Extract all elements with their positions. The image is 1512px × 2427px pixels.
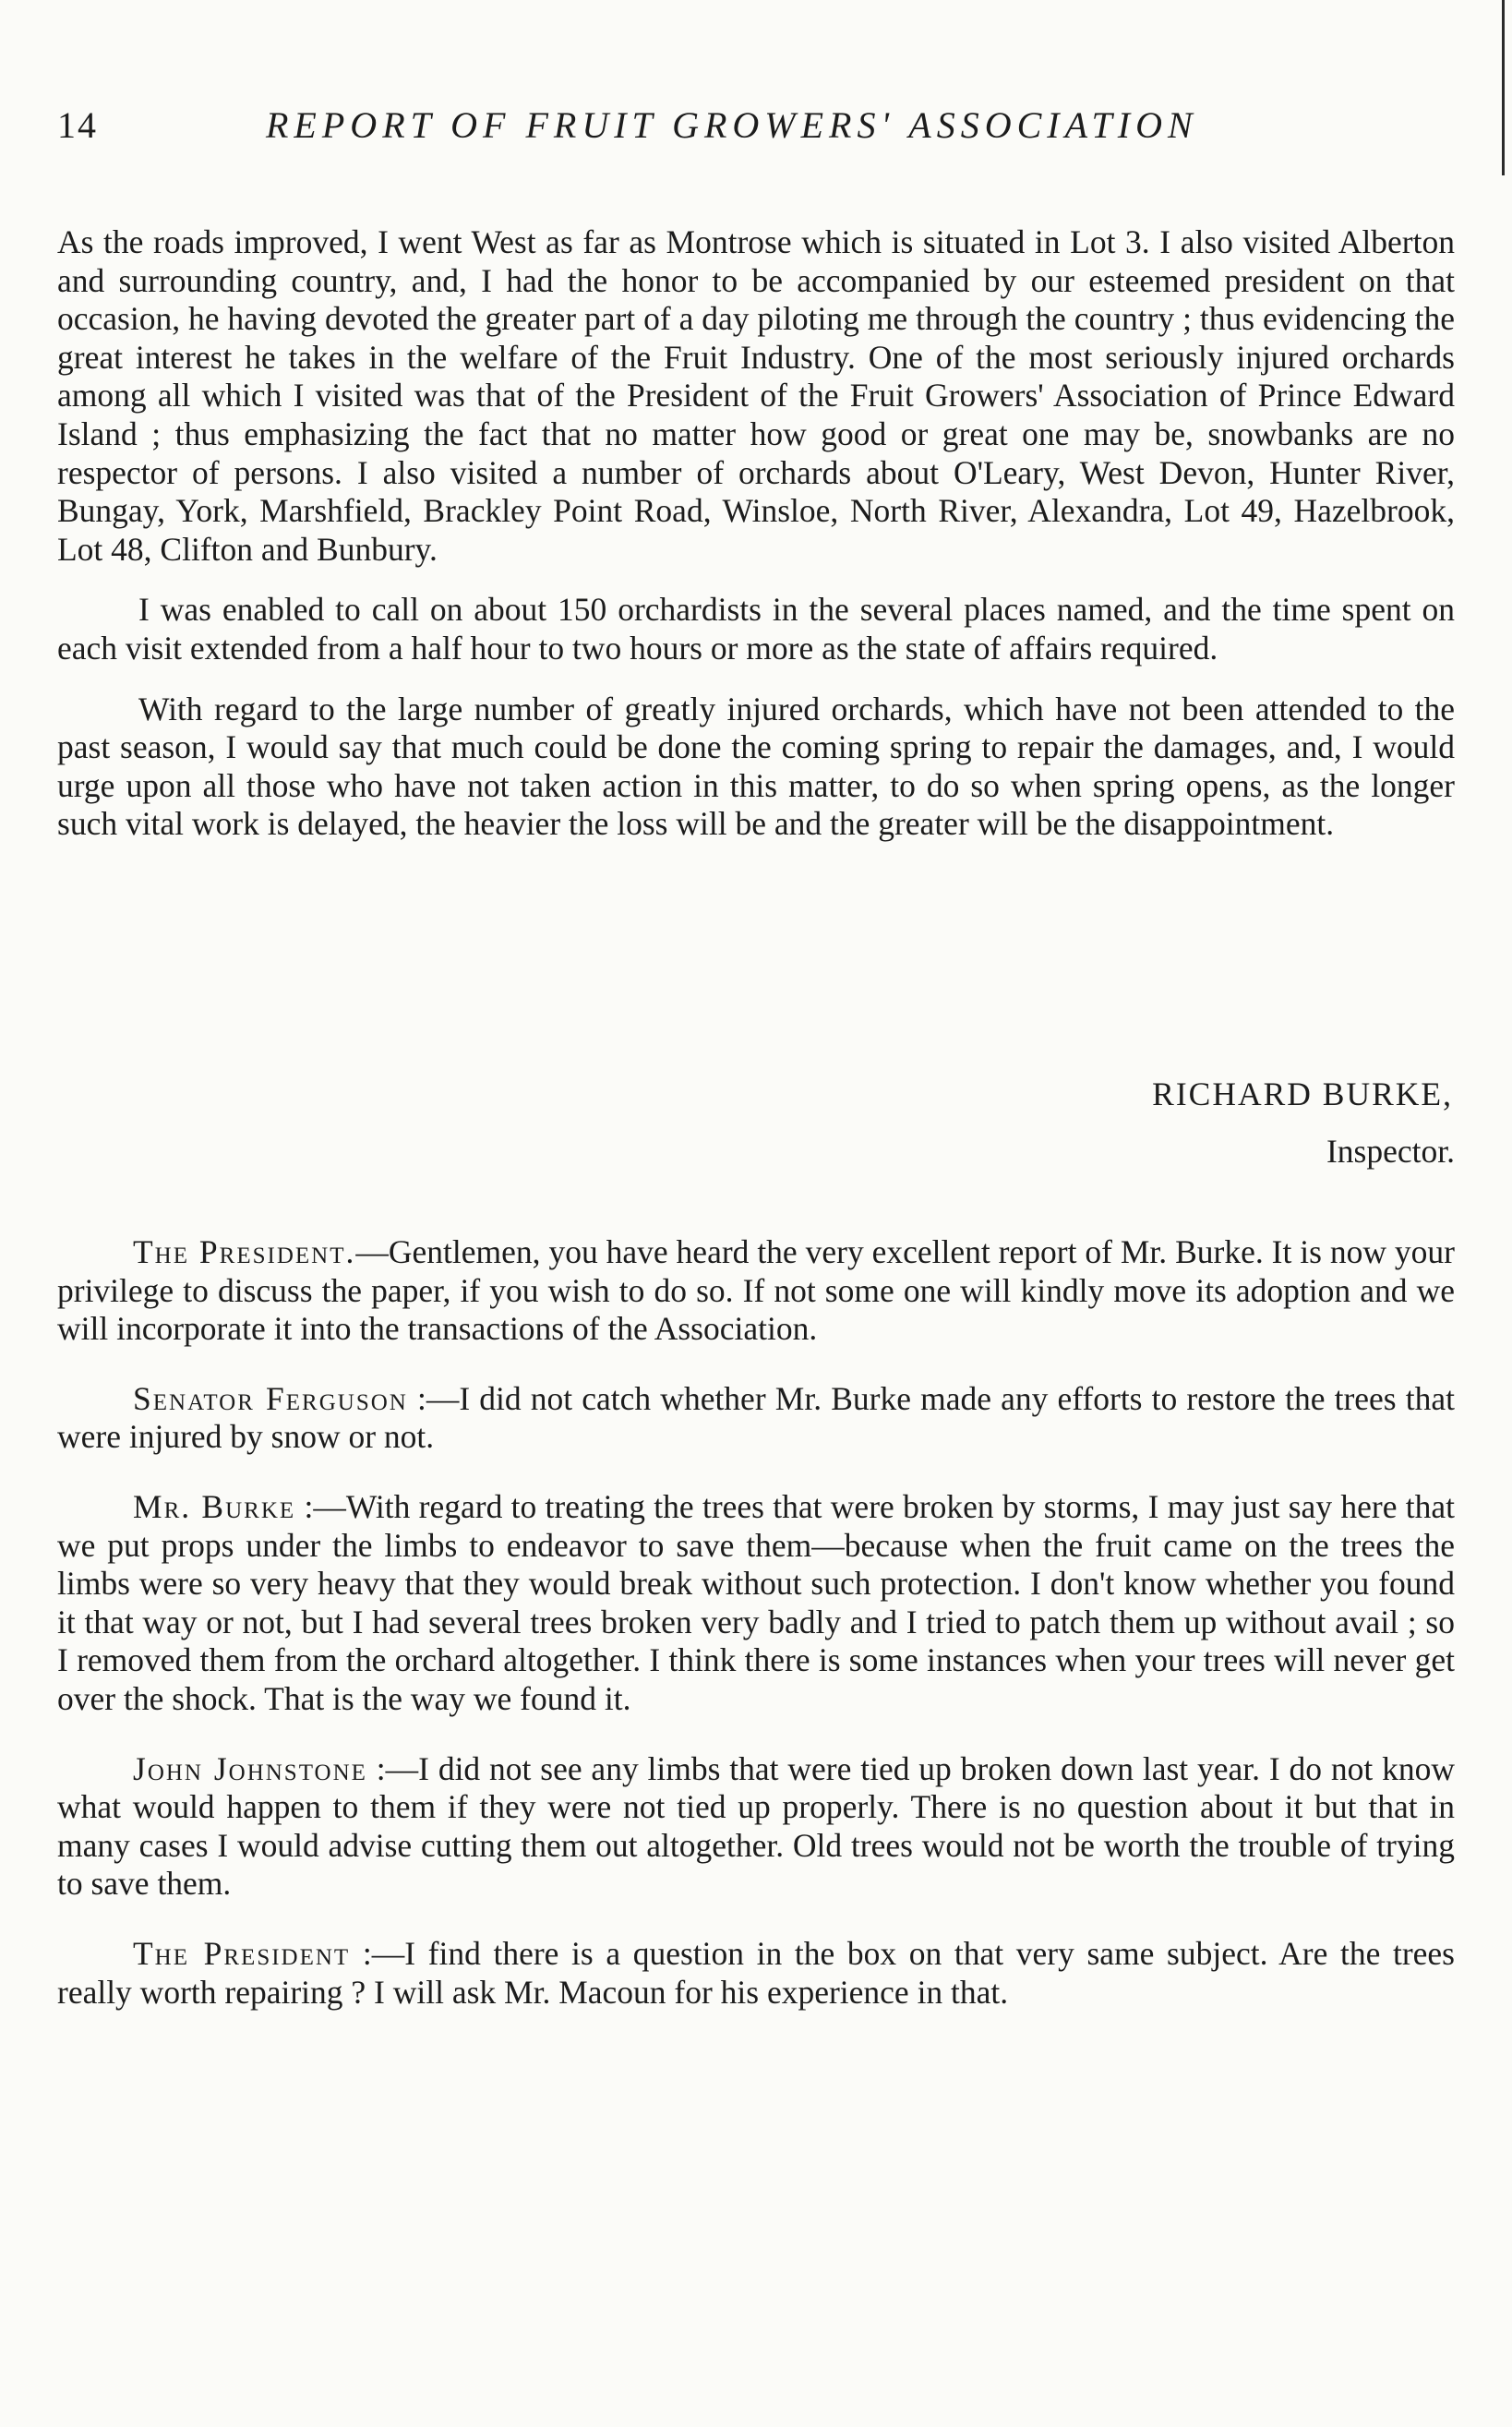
speaker-remark: :—I find there is a question in the box on that very same subject. Are the trees really worth repairing ? I will ask Mr. Macoun for his experience in that.	[57, 1934, 1455, 2011]
report-body	[57, 223, 1455, 844]
speaker-remark: —Gentlemen, you have heard the very excellent report of Mr. Burke. It is now your privilege to discuss the paper, if you wish to do so. If not some one will kindly move its adoption and we will incorporate it into the transactions of the Association.	[57, 1233, 1455, 1348]
signature-name: RICHARD BURKE,	[1152, 1075, 1453, 1112]
speaker-name: The President	[133, 1934, 351, 1972]
report-paragraph: With regard to the large number of greatly injured orchards, which have not been attended to the past season, I would say that much could be done the coming spring to repair the damages, and, I would urge upon all those who have not taken action in this matter, to do so when spring opens, as the longer such vital work is delayed, the heavier the loss will be and the greater will be the disappointment.	[57, 690, 1455, 843]
running-head: REPORT OF FRUIT GROWERS' ASSOCIATION	[266, 104, 1198, 146]
speaker-name: Senator Ferguson	[133, 1379, 408, 1417]
report-paragraph: As the roads improved, I went West as far as Montrose which is situated in Lot 3. I also visited Alberton and surrounding country, and, I had the honor to be accompanied by our esteemed president on that occasion, he having devoted the greater part of a day piloting me through the country ; thus evidencing the great interest he takes in the welfare of the Fruit Industry. One of the most seriously injured orchards among all which I visited was that of the President of the Fruit Growers' Association of Prince Edward Island ; thus emphasizing the fact that no matter how good or great one may be, snowbanks are no respector of persons. I also visited a number of orchards about O'Leary, West Devon, Hunter River, Bungay, York, Marshfield, Brackley Point Road, Winsloe, North River, Alexandra, Lot 49, Hazelbrook, Lot 48, Clifton and Bunbury.	[57, 223, 1455, 568]
speaker-remark: :—I did not catch whether Mr. Burke made any efforts to restore the trees that were injured by snow or not.	[57, 1379, 1455, 1456]
discussion-entry	[57, 1233, 1455, 1349]
speaker-name: Mr. Burke	[133, 1487, 296, 1525]
discussion-transcript	[57, 1233, 1455, 2043]
discussion-entry	[57, 1750, 1455, 1904]
page-header	[57, 103, 1460, 159]
speaker-name: John Johnstone	[133, 1749, 367, 1787]
discussion-entry	[57, 1935, 1455, 2012]
page-edge-line	[1502, 0, 1505, 175]
discussion-entry	[57, 1488, 1455, 1719]
page-number: 14	[57, 104, 98, 146]
signature-title: Inspector.	[1326, 1133, 1455, 1170]
discussion-entry	[57, 1380, 1455, 1457]
report-paragraph: I was enabled to call on about 150 orchardists in the several places named, and the time spent on each visit extended from a half hour to two hours or more as the state of affairs required.	[57, 591, 1455, 667]
speaker-remark: :—With regard to treating the trees that were broken by storms, I may just say here that we put props under the limbs to endeavor to save them—because when the fruit came on the trees the limbs were so very heavy that they would break without such protection. I don't know whether you found it that way or not, but I had several trees broken very badly and I tried to patch them up without avail ; so I removed them from the orchard altogether. I think there is some instances when your trees will never get over the shock. That is the way we found it.	[57, 1487, 1455, 1717]
speaker-name: The President.	[133, 1233, 356, 1270]
speaker-remark: :—I did not see any limbs that were tied up broken down last year. I do not know what would happen to them if they were not tied up properly. There is no question about it but that in many cases I would advise cutting them out altogether. Old trees would not be worth the trouble of trying to save them.	[57, 1749, 1455, 1903]
